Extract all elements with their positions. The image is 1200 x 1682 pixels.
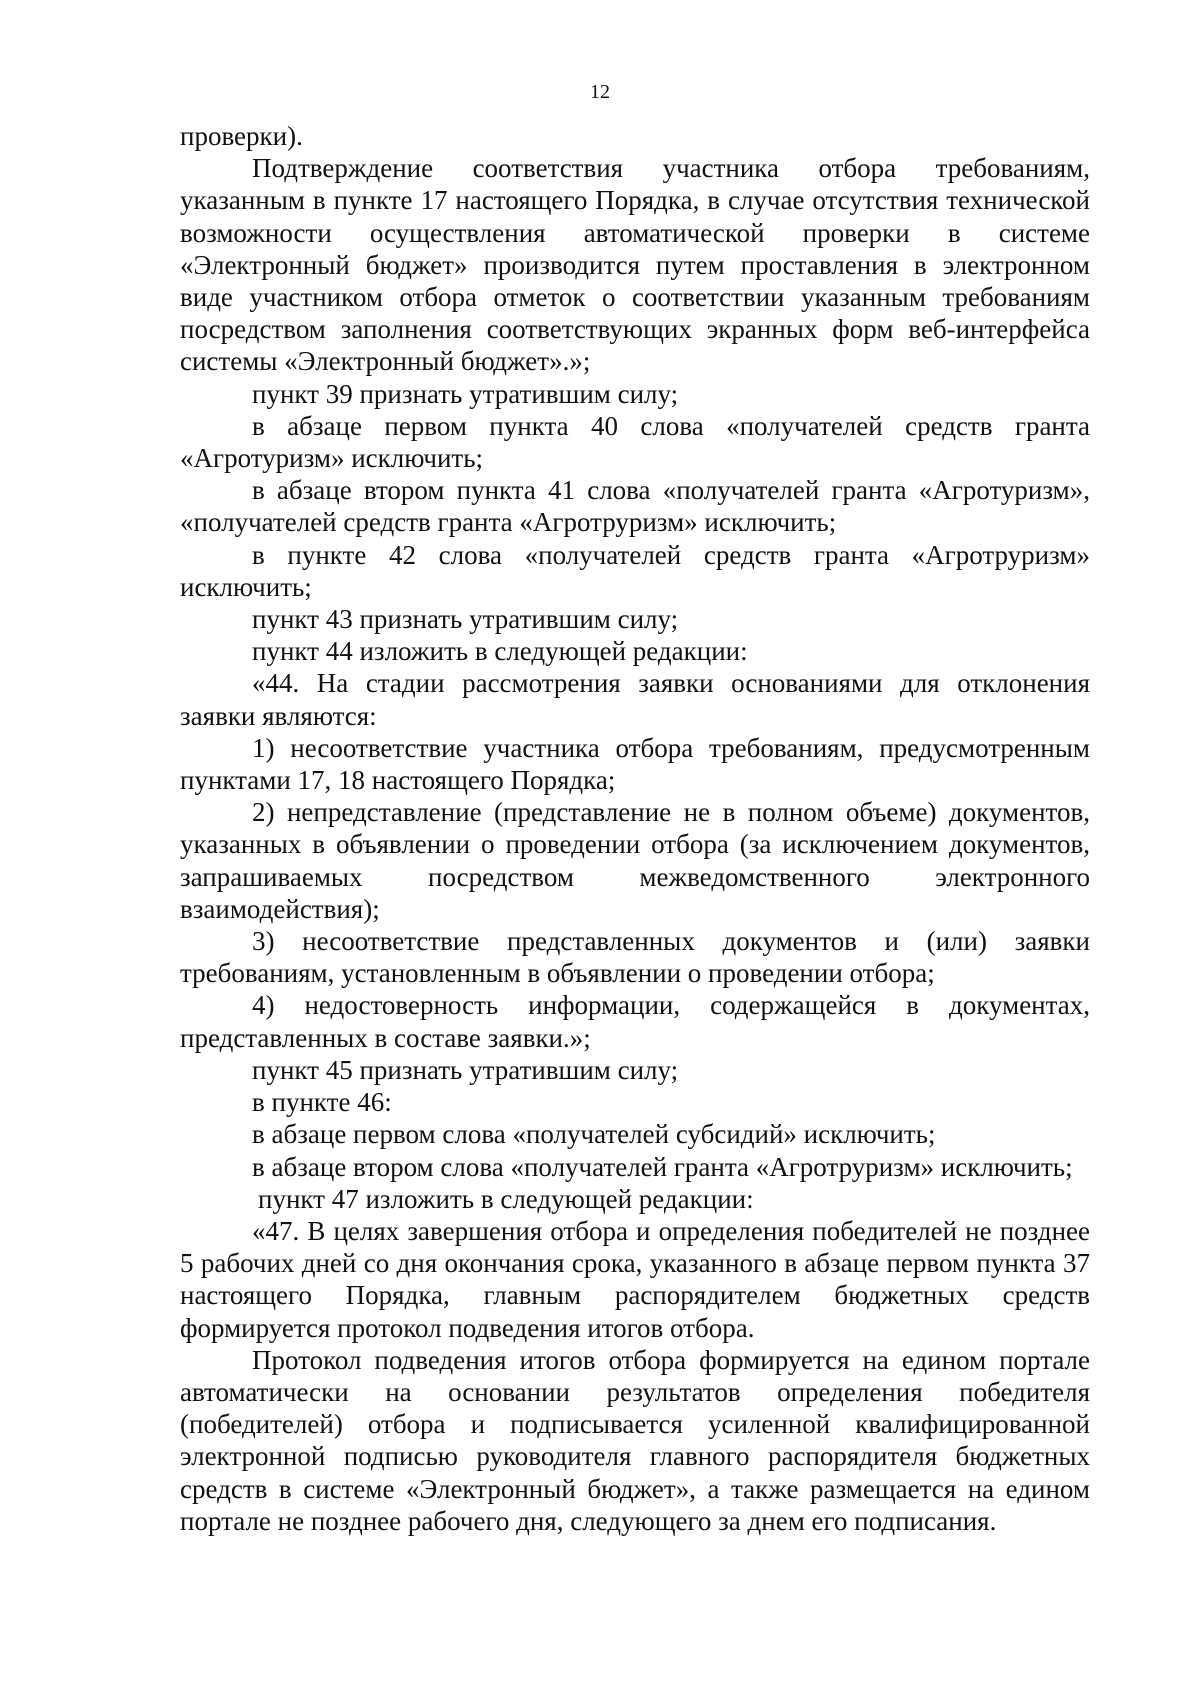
paragraph: Подтверждение соответствия участника отбора требованиям, указанным в пункте 17 настоящего Порядка, в случае отсутствия технической возможности осуществления автоматической проверки в системе «Электронный бюджет» производится путем проставления в электронном виде участником отбора отметок о соответствии указанным требованиям посредством заполнения соответствующих экранных форм веб-интерфейса системы «Электронный бюджет».»; xyxy=(180,153,1090,377)
document-body xyxy=(180,120,1090,1537)
page-number: 12 xyxy=(590,81,610,103)
paragraph: в абзаце втором слова «получателей гранта «Агротруризм» исключить; xyxy=(252,1151,1073,1182)
paragraph: «44. На стадии рассмотрения заявки основаниями для отклонения заявки являются: xyxy=(180,668,1090,731)
paragraph: пункт 43 признать утратившим силу; xyxy=(252,604,679,635)
paragraph: проверки). xyxy=(180,121,303,151)
paragraph: в абзаце первом слова «получателей субсидий» исключить; xyxy=(252,1119,936,1150)
paragraph: пункт 47 изложить в следующей редакции: xyxy=(258,1183,754,1214)
paragraph: пункт 44 изложить в следующей редакции: xyxy=(252,636,748,667)
paragraph: 2) непредставление (представление не в полном объеме) документов, указанных в объявлении о проведении отбора (за исключением документов, запрашиваемых посредством межведомственного электронного взаимодействия); xyxy=(180,797,1090,924)
paragraph: пункт 39 признать утратившим силу; xyxy=(252,378,679,409)
paragraph: в абзаце втором пункта 41 слова «получателей гранта «Агротуризм», «получателей средств гранта «Агротруризм» исключить; xyxy=(180,475,1090,538)
paragraph: 3) несоответствие представленных документов и (или) заявки требованиям, установленным в объявлении о проведении отбора; xyxy=(180,926,1090,989)
paragraph: 4) недостоверность информации, содержащейся в документах, представленных в составе заявки.»; xyxy=(180,990,1090,1053)
paragraph: в абзаце первом пункта 40 слова «получателей средств гранта «Агротуризм» исключить; xyxy=(180,410,1090,474)
paragraph: пункт 45 признать утратившим силу; xyxy=(252,1054,679,1085)
paragraph: Протокол подведения итогов отбора формируется на едином портале автоматически на основании результатов определения победителя (победителей) отбора и подписывается усиленной квалифицированной электронной подписью руководителя главного распорядителя бюджетных средств в системе «Электронный бюджет», а также размещается на едином портале не позднее рабочего дня, следующего за днем его подписания. xyxy=(180,1344,1090,1536)
paragraph: «47. В целях завершения отбора и определения победителей не позднее 5 рабочих дней со дня окончания срока, указанного в абзаце первом пункта 37 настоящего Порядка, главным распорядителем бюджетных средств формируется протокол подведения итогов отбора. xyxy=(180,1215,1090,1343)
paragraph: в пункте 42 слова «получателей средств гранта «Агротруризм» исключить; xyxy=(180,539,1090,602)
paragraph: 1) несоответствие участника отбора требованиям, предусмотренным пунктами 17, 18 настоящего Порядка; xyxy=(180,732,1090,796)
paragraph: в пункте 46: xyxy=(252,1087,392,1118)
